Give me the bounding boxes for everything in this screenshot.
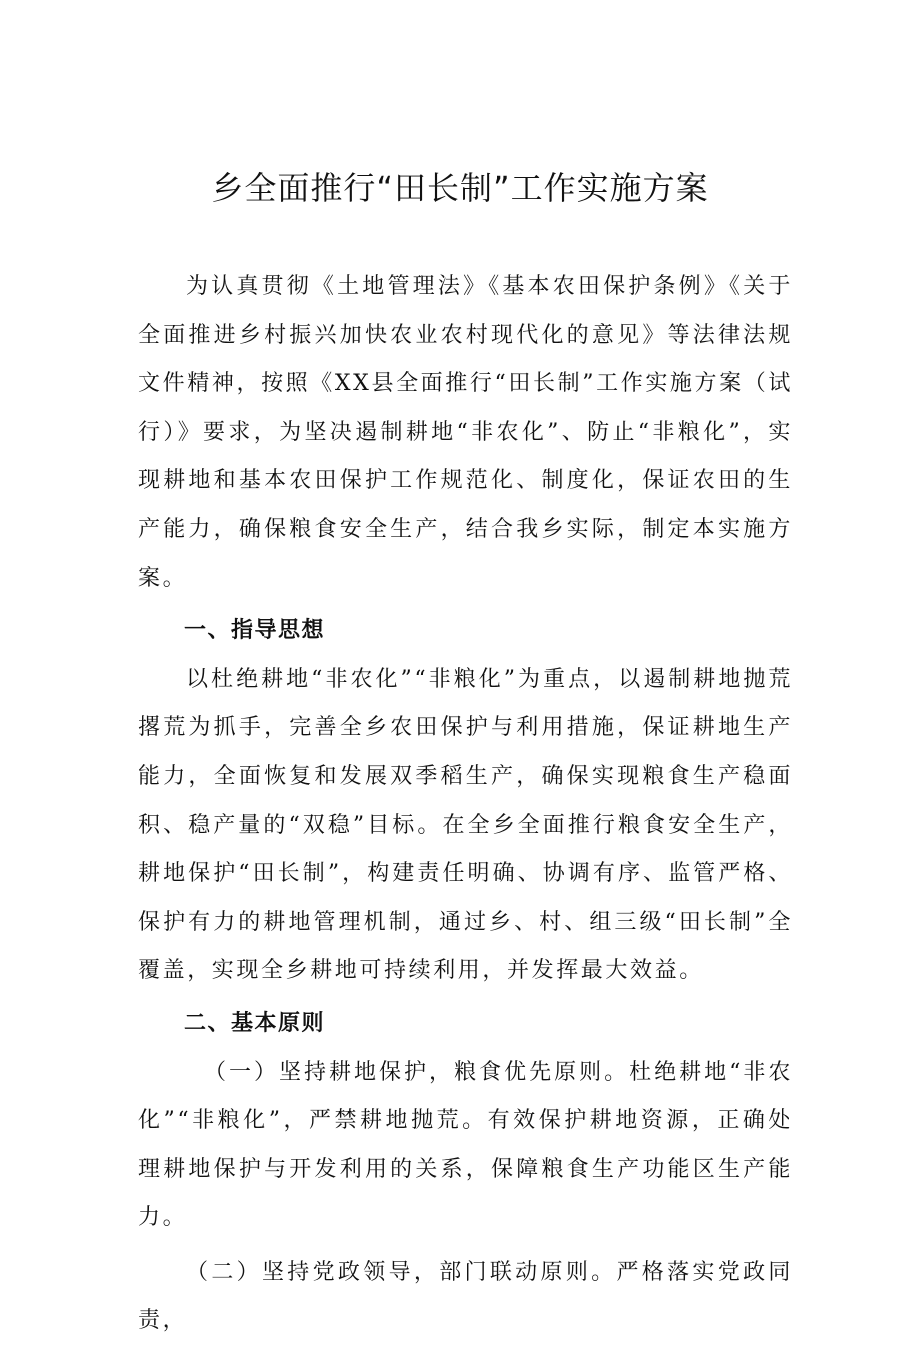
principle-2-paragraph: （二）坚持党政领导，部门联动原则。严格落实党政同责， — [138, 1259, 793, 1334]
document-body — [138, 263, 793, 1346]
intro-paragraph: 为认真贯彻《土地管理法》《基本农田保护条例》《关于全面推进乡村振兴加快农业农村现代化的意见》等法律法规文件精神，按照《XX县全面推行“田长制”工作实施方案（试行）》要求，为坚决遏制耕地“非农化”、防止“非粮化”，实现耕地和基本农田保护工作规范化、制度化，保证农田的生产能力，确保粮食安全生产，结合我乡实际，制定本实施方案。 — [138, 274, 793, 591]
principle-1-paragraph: （一）坚持耕地保护，粮食优先原则。杜绝耕地“非农化”“非粮化”，严禁耕地抛荒。有效保护耕地资源，正确处理耕地保护与开发利用的关系，保障粮食生产功能区生产能力。 — [138, 1059, 793, 1231]
section-heading-guiding-ideology: 一、指导思想 — [184, 618, 326, 644]
document-title: 乡全面推行“田长制”工作实施方案 — [211, 169, 709, 207]
section-heading-basic-principles: 二、基本原则 — [184, 1010, 326, 1036]
guiding-ideology-paragraph: 以杜绝耕地“非农化”“非粮化”为重点，以遏制耕地抛荒撂荒为抓手，完善全乡农田保护与利用措施，保证耕地生产能力，全面恢复和发展双季稻生产，确保实现粮食生产稳面积、稳产量的“双稳”目标。在全乡全面推行粮食安全生产，耕地保护“田长制”，构建责任明确、协调有序、监管严格、保护有力的耕地管理机制，通过乡、村、组三级“田长制”全覆盖，实现全乡耕地可持续利用，并发挥最大效益。 — [138, 666, 793, 984]
